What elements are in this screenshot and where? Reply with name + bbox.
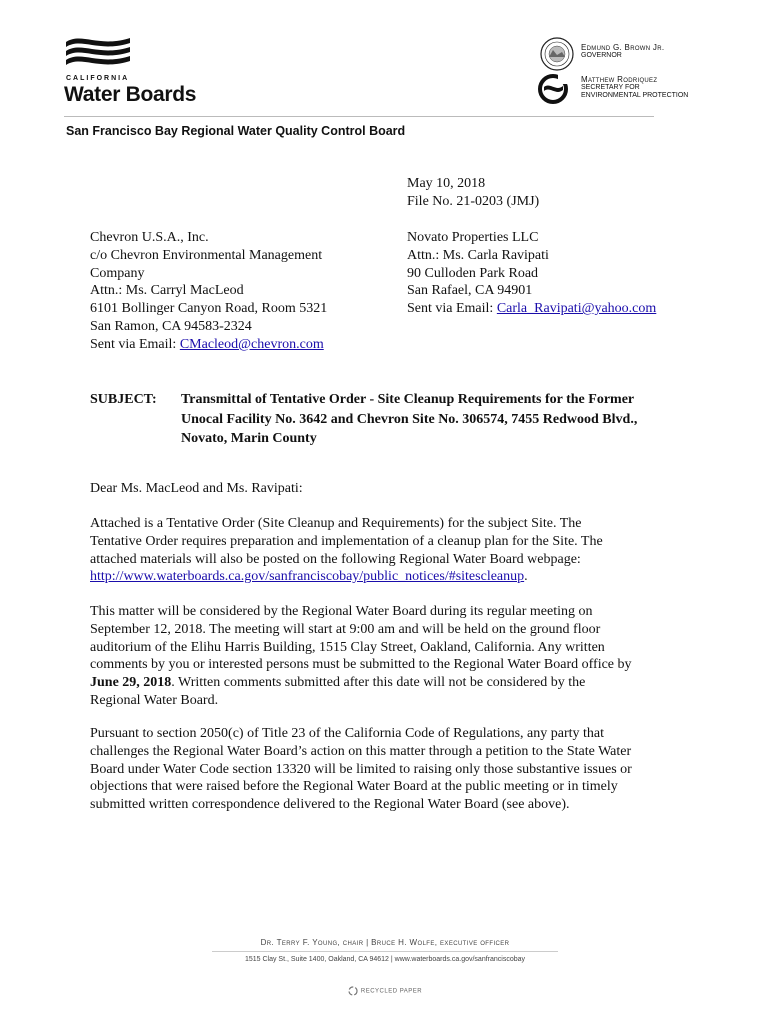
address-line: Attn.: Ms. Carryl MacLeod	[90, 283, 244, 299]
subject-line: Transmittal of Tentative Order - Site Cleanup Requirements for the Former	[181, 392, 635, 407]
recycled-label: RECYCLED PAPER	[360, 988, 423, 995]
paragraph-meeting	[90, 603, 632, 710]
paragraph-tentative-order	[90, 515, 603, 586]
paragraph-line	[90, 674, 632, 692]
email-line	[407, 300, 656, 318]
paragraph-line: Board under Water Code section 13320 will be limited to raising only those substantive issues or	[90, 761, 632, 777]
logo-name: Water Boards	[64, 83, 197, 106]
subject-label: SUBJECT:	[90, 392, 157, 407]
paragraph-line: submitted written correspondence delivered to the Regional Water Board (see above).	[90, 797, 570, 813]
address-line: Company	[90, 265, 145, 281]
secretary-name: Matthew Rodriquez	[581, 75, 658, 84]
board-name: San Francisco Bay Regional Water Quality Control Board	[66, 124, 406, 138]
recycled-paper-note	[0, 986, 770, 996]
salutation: Dear Ms. MacLeod and Ms. Ravipati:	[90, 481, 303, 496]
paragraph-petition	[90, 725, 632, 814]
public-notices-link[interactable]: http://www.waterboards.ca.gov/sanfranciscobay/public_notices/#sitescleanup	[90, 569, 525, 585]
paragraph-text: . Written comments submitted after this date will not be considered by the	[171, 675, 586, 691]
state-seal-icon	[540, 37, 574, 71]
footer-divider	[212, 951, 558, 952]
paragraph-line: Tentative Order requires preparation and implementation of a cleanup plan for the Site. The	[90, 533, 603, 549]
email-prefix: Sent via Email:	[407, 301, 497, 317]
paragraph-line: comments by you or interested persons must be submitted to the Regional Water Board office by	[90, 657, 632, 673]
paragraph-line: attached materials will also be posted on the following Regional Water Board webpage:	[90, 551, 581, 567]
governor-block	[581, 44, 664, 60]
novato-email-link[interactable]: Carla_Ravipati@yahoo.com	[496, 301, 657, 317]
address-line: c/o Chevron Environmental Management	[90, 247, 323, 263]
wave-logo-icon	[64, 34, 132, 72]
paragraph-line: Pursuant to section 2050(c) of Title 23 of the California Code of Regulations, any party that	[90, 726, 605, 741]
paragraph-line	[90, 568, 603, 586]
chevron-email-link[interactable]: CMacleod@chevron.com	[179, 336, 324, 352]
secretary-title-2: ENVIRONMENTAL PROTECTION	[581, 92, 689, 99]
governor-title: GOVERNOR	[581, 52, 622, 59]
secretary-block	[581, 76, 688, 100]
footer-officers: Dr. Terry F. Young, chair | Bruce H. Wolfe, executive officer	[260, 938, 510, 947]
address-line: Novato Properties LLC	[407, 230, 539, 245]
address-line: Chevron U.S.A., Inc.	[90, 230, 209, 245]
letter-date: May 10, 2018	[407, 176, 486, 191]
address-line: Attn.: Ms. Carla Ravipati	[407, 247, 549, 263]
paragraph-line: Regional Water Board.	[90, 692, 219, 708]
link-suffix: .	[524, 569, 528, 585]
recipient-chevron	[90, 229, 327, 354]
recipient-novato	[407, 229, 656, 318]
email-prefix: Sent via Email:	[90, 336, 180, 352]
subject-line: Unocal Facility No. 3642 and Chevron Site No. 306574, 7455 Redwood Blvd.,	[181, 411, 638, 427]
address-line: 90 Culloden Park Road	[407, 265, 539, 281]
subject-line: Novato, Marin County	[181, 431, 317, 446]
comment-deadline: June 29, 2018	[90, 675, 172, 691]
paragraph-line: auditorium of the Elihu Harris Building, 1515 Clay Street, Oakland, California. Any written	[90, 639, 605, 655]
address-line: San Rafael, CA 94901	[407, 283, 533, 299]
file-number: File No. 21-0203 (JMJ)	[407, 193, 540, 209]
address-line: 6101 Bollinger Canyon Road, Room 5321	[90, 301, 328, 317]
governor-name: Edmund G. Brown Jr.	[581, 43, 665, 52]
address-line: San Ramon, CA 94583-2324	[90, 318, 252, 334]
email-line	[90, 336, 327, 354]
paragraph-line: Attached is a Tentative Order (Site Cleanup and Requirements) for the subject Site. The	[90, 516, 582, 531]
logo-state-label: CALIFORNIA	[66, 75, 130, 82]
secretary-title-1: SECRETARY FOR	[581, 84, 640, 91]
footer-address: 1515 Clay St., Suite 1400, Oakland, CA 94612 | www.waterboards.ca.gov/sanfranciscobay	[244, 956, 526, 963]
calepa-logo-icon	[538, 74, 568, 104]
subject-text	[181, 390, 681, 449]
paragraph-line: objections that were raised before the Regional Water Board at the public meeting or in timely	[90, 779, 618, 795]
paragraph-line: challenges the Regional Water Board’s action on this matter through a petition to the State Water	[90, 743, 632, 759]
date-block	[407, 175, 539, 211]
header-divider	[64, 116, 654, 117]
paragraph-line: September 12, 2018. The meeting will start at 9:00 am and will be held on the ground floor	[90, 621, 601, 637]
paragraph-line: This matter will be considered by the Regional Water Board during its regular meeting on	[90, 604, 593, 619]
recycle-icon	[348, 986, 358, 996]
